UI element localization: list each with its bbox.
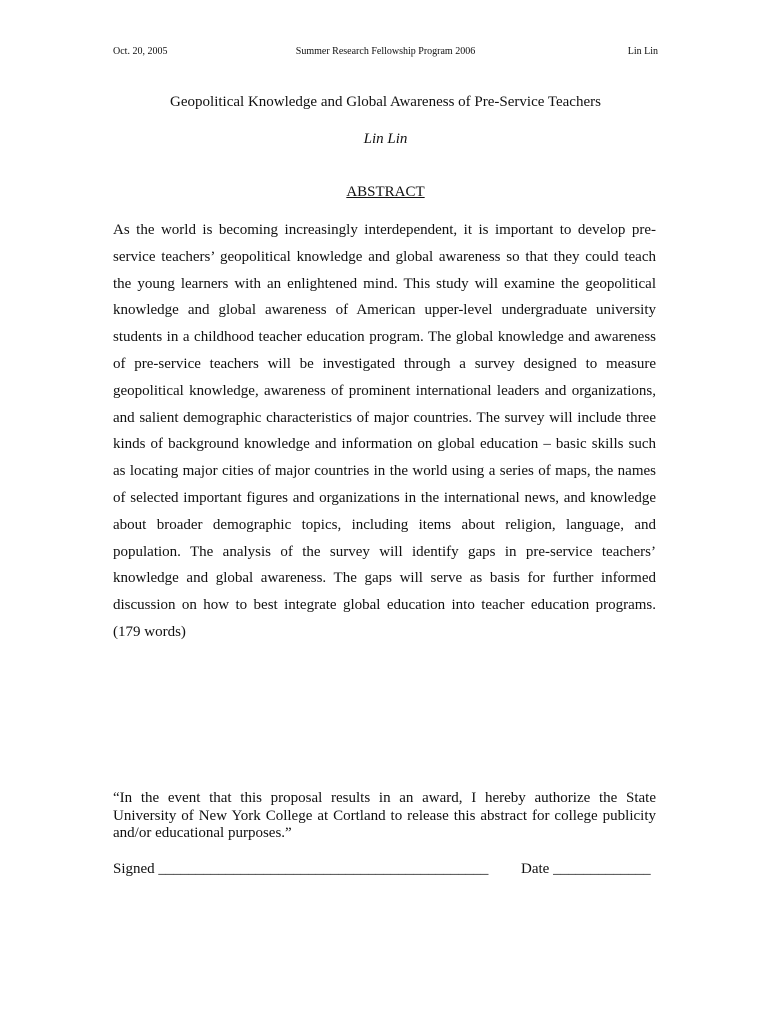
document-title: Geopolitical Knowledge and Global Awareness of Pre-Service Teachers <box>170 94 601 110</box>
abstract-line: students in a childhood teacher education program. The global knowledge and awareness <box>113 329 656 346</box>
authorization-line: and/or educational purposes.” <box>113 825 292 841</box>
authorization-line: University of New York College at Cortland to release this abstract for college publicity <box>113 807 656 824</box>
authorization-line: “In the event that this proposal results in an award, I hereby authorize the State <box>113 790 656 806</box>
authorization-statement <box>113 790 656 843</box>
header-author: Lin Lin <box>627 46 658 57</box>
abstract-line: discussion on how to best integrate global education into teacher education programs. <box>113 597 656 614</box>
document-author: Lin Lin <box>363 131 408 147</box>
page-header <box>113 46 658 60</box>
abstract-body <box>113 217 656 646</box>
abstract-line: and salient demographic characteristics of major countries. The survey will include three <box>113 409 656 426</box>
abstract-line: knowledge and global awareness. The gaps will serve as basis for further informed <box>113 570 656 587</box>
abstract-line: geopolitical knowledge, awareness of prominent international leaders and organizations, <box>113 382 656 399</box>
abstract-line: service teachers’ geopolitical knowledge and global awareness so that they could teach <box>113 248 656 265</box>
abstract-line: knowledge and global awareness of American upper-level undergraduate university <box>113 302 656 319</box>
date-line: Date _____________ <box>521 861 651 877</box>
abstract-line: as locating major cities of major countries in the world using a series of maps, the names <box>113 463 656 480</box>
abstract-line: As the world is becoming increasingly interdependent, it is important to develop pre- <box>113 222 656 238</box>
abstract-line: population. The analysis of the survey will identify gaps in pre-service teachers’ <box>113 543 656 560</box>
abstract-line: about broader demographic topics, including items about religion, language, and <box>113 516 656 533</box>
header-date: Oct. 20, 2005 <box>113 46 168 57</box>
signature-line: Signed ____________________________________________ <box>113 861 489 877</box>
abstract-line: kinds of background knowledge and information on global education – basic skills such <box>113 436 656 453</box>
abstract-line: of pre-service teachers will be investigated through a survey designed to measure <box>113 355 656 372</box>
abstract-line: of selected important figures and organizations in the international news, and knowledge <box>113 489 656 506</box>
abstract-word-count: (179 words) <box>113 623 186 640</box>
abstract-heading: ABSTRACT <box>346 184 425 200</box>
header-program: Summer Research Fellowship Program 2006 <box>295 46 476 57</box>
abstract-line: the young learners with an enlightened mind. This study will examine the geopolitical <box>113 275 656 292</box>
